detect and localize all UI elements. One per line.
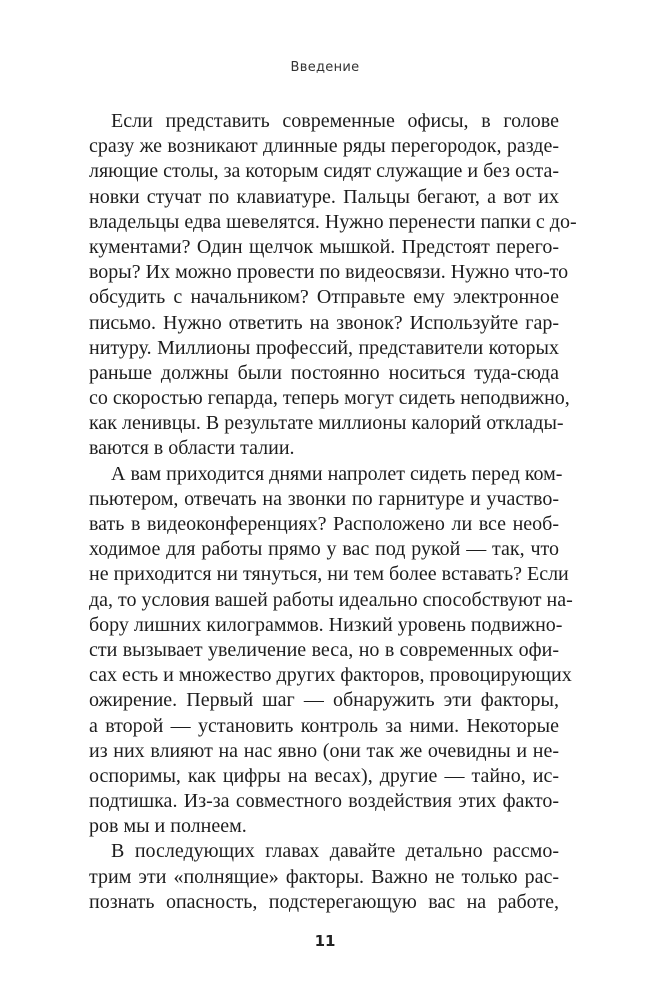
text-line: Если представить современные офисы, в голове xyxy=(111,110,559,132)
text-line: воры? Их можно провести по видеосвязи. Нужно что-то xyxy=(89,261,569,284)
text-line: оспоримы, как цифры на весах), другие — тайно, ис- xyxy=(89,764,559,787)
text-line: подтишка. Из-за совместного воздействия этих факто- xyxy=(89,790,559,813)
text-line: сти вызывает увеличение веса, но в современных офи- xyxy=(89,638,559,661)
paragraph xyxy=(89,462,573,840)
page-number: 11 xyxy=(314,932,336,950)
text-line: ходимое для работы прямо у вас под рукой — так, что xyxy=(89,538,559,561)
running-header: Введение xyxy=(290,60,360,75)
text-line: сах есть и множество других факторов, провоцирующих xyxy=(89,664,572,687)
text-line: ляющие столы, за которым сидят служащие и без оста- xyxy=(89,160,559,183)
text-line: новки стучат по клавиатуре. Пальцы бегают, а вот их xyxy=(89,185,559,208)
text-line: ожирение. Первый шаг — обнаружить эти факторы, xyxy=(89,689,559,712)
text-line: А вам приходится днями напролет сидеть перед ком- xyxy=(111,462,563,485)
text-line: не приходится ни тянуться, ни тем более вставать? Если xyxy=(89,563,569,586)
text-line: раньше должны были постоянно носиться туда-сюда xyxy=(89,361,559,384)
text-line: пьютером, отвечать на звонки по гарнитуре и участво- xyxy=(89,487,559,510)
text-line: да, то условия вашей работы идеально способствуют на- xyxy=(89,588,573,611)
text-line: бору лишних килограммов. Низкий уровень подвижно- xyxy=(89,613,563,636)
body-text xyxy=(89,109,577,915)
text-line: В последующих главах давайте детально рассмо- xyxy=(111,840,559,863)
text-line: ваются в области талии. xyxy=(89,437,295,460)
text-line: сразу же возникают длинные ряды перегородок, разде- xyxy=(89,135,559,158)
text-line: кументами? Один щелчок мышкой. Предстоят перего- xyxy=(89,235,559,258)
text-line: как ленивцы. В результате миллионы калорий отклады- xyxy=(89,412,564,435)
text-line: трим эти «полнящие» факторы. Важно не только рас- xyxy=(89,865,559,888)
paragraph xyxy=(89,109,577,462)
text-line: а второй — установить контроль за ними. Некоторые xyxy=(89,714,559,737)
text-line: вать в видеоконференциях? Расположено ли все необ- xyxy=(89,513,559,535)
text-line: обсудить с начальником? Отправьте ему электронное xyxy=(89,286,559,309)
text-line: познать опасность, подстерегающую вас на работе, xyxy=(89,890,559,913)
text-line: ров мы и полнеем. xyxy=(89,815,247,838)
text-line: со скоростью гепарда, теперь могут сидеть неподвижно, xyxy=(89,387,570,410)
text-line: нитуру. Миллионы профессий, представители которых xyxy=(89,336,559,359)
text-line: из них влияют на нас явно (они так же очевидны и не- xyxy=(89,739,559,762)
paragraph xyxy=(89,839,559,915)
text-line: владельцы едва шевелятся. Нужно перенести папки с до- xyxy=(89,210,577,233)
text-line: письмо. Нужно ответить на звонок? Используйте гар- xyxy=(89,311,559,334)
